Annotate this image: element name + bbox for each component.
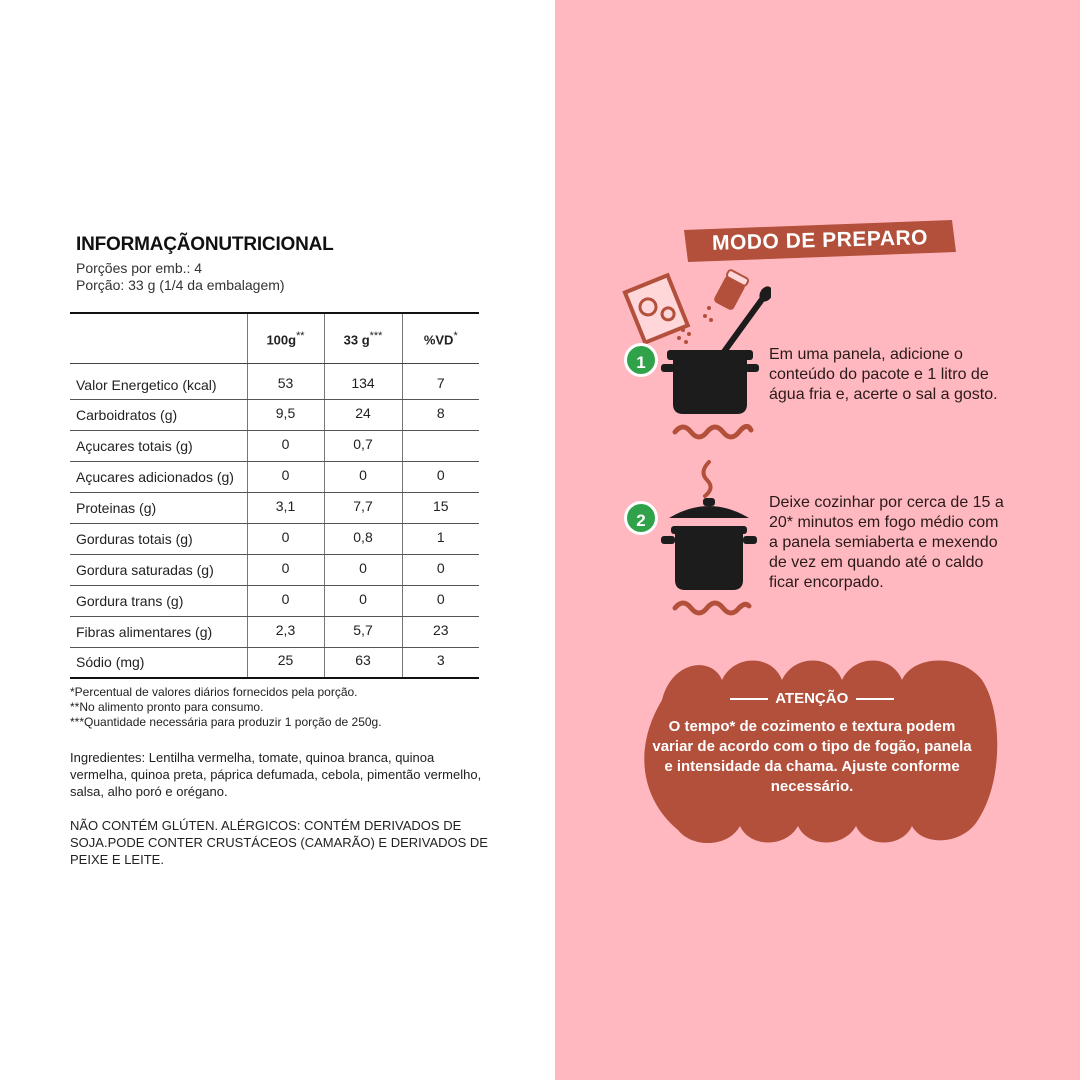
nutrient-label: Valor Energetico (kcal) [70, 363, 247, 399]
nutrient-label: Fibras alimentares (g) [70, 616, 247, 647]
header-100g: 100g** [247, 313, 324, 363]
preparation-panel [555, 0, 1080, 1080]
value-33g: 5,7 [324, 616, 402, 647]
value-33g: 7,7 [324, 492, 402, 523]
attention-title: ATENÇÃO [622, 690, 1002, 707]
nutrient-label: Açucares totais (g) [70, 430, 247, 461]
header-label-cell [70, 313, 247, 363]
value-100g: 2,3 [247, 616, 324, 647]
nutrient-label: Carboidratos (g) [70, 399, 247, 430]
value-33g: 0 [324, 461, 402, 492]
nutrition-table [70, 312, 479, 679]
covered-pot-icon [655, 456, 765, 616]
value-100g: 9,5 [247, 399, 324, 430]
footnote-quantity: ***Quantidade necessária para produzir 1 porção de 250g. [70, 715, 382, 729]
value-33g: 0 [324, 585, 402, 616]
table-row [70, 523, 479, 554]
table-row [70, 585, 479, 616]
allergens-text: NÃO CONTÉM GLÚTEN. ALÉRGICOS: CONTÉM DERIVADOS DE SOJA.PODE CONTER CRUSTÁCEOS (CAMARÃO) E DERIVADOS DE PEIXE E LEITE. [70, 818, 488, 867]
servings-per-pack: Porções por emb.: 4 [76, 260, 203, 276]
footnote-vd: *Percentual de valores diários fornecidos pela porção. [70, 685, 358, 699]
header-vd: %VD* [402, 313, 479, 363]
value-vd: 1 [402, 523, 479, 554]
value-vd: 7 [402, 363, 479, 399]
nutrient-label: Gordura saturadas (g) [70, 554, 247, 585]
attention-line-right [856, 698, 894, 700]
value-vd: 0 [402, 585, 479, 616]
value-vd [402, 430, 479, 461]
attention-text: O tempo* de cozimento e textura podem variar de acordo com o tipo de fogão, panela e intensidade da chama. Ajuste conforme necessário. [652, 718, 972, 795]
step-2-badge: 2 [624, 501, 658, 535]
table-row [70, 430, 479, 461]
value-33g: 63 [324, 647, 402, 678]
serving-size: Porção: 33 g (1/4 da embalagem) [76, 277, 285, 293]
nutrition-title: INFORMAÇÃONUTRICIONAL [76, 234, 334, 255]
table-row [70, 492, 479, 523]
value-33g: 134 [324, 363, 402, 399]
value-vd: 23 [402, 616, 479, 647]
value-100g: 3,1 [247, 492, 324, 523]
table-row [70, 554, 479, 585]
value-vd: 3 [402, 647, 479, 678]
nutrient-label: Gordura trans (g) [70, 585, 247, 616]
value-100g: 0 [247, 554, 324, 585]
preparation-title-banner [680, 218, 960, 264]
step-1-text: Em uma panela, adicione o conteúdo do pacote e 1 litro de água fria e, acerte o sal a gosto. [769, 346, 998, 403]
value-33g: 24 [324, 399, 402, 430]
value-100g: 0 [247, 523, 324, 554]
value-33g: 0,8 [324, 523, 402, 554]
value-vd: 0 [402, 461, 479, 492]
step-2-text: Deixe cozinhar por cerca de 15 a 20* minutos em fogo médio com a panela semiaberta e mexendo de vez em quando até o caldo ficar encorpado. [769, 494, 1004, 591]
footnote-ready: **No alimento pronto para consumo. [70, 700, 264, 714]
attention-line-left [730, 698, 768, 700]
table-row [70, 616, 479, 647]
table-row [70, 363, 479, 399]
nutrient-label: Proteinas (g) [70, 492, 247, 523]
value-vd: 0 [402, 554, 479, 585]
value-100g: 0 [247, 585, 324, 616]
attention-box [622, 650, 1002, 850]
value-vd: 15 [402, 492, 479, 523]
table-row [70, 461, 479, 492]
header-33g: 33 g*** [324, 313, 402, 363]
preparation-title: MODO DE PREPARO [711, 226, 929, 255]
value-100g: 0 [247, 430, 324, 461]
nutrient-label: Sódio (mg) [70, 647, 247, 678]
value-vd: 8 [402, 399, 479, 430]
value-100g: 0 [247, 461, 324, 492]
value-33g: 0 [324, 554, 402, 585]
value-33g: 0,7 [324, 430, 402, 461]
nutrient-label: Açucares adicionados (g) [70, 461, 247, 492]
value-100g: 25 [247, 647, 324, 678]
step-1-badge: 1 [624, 343, 658, 377]
ingredients-text: Ingredientes: Lentilha vermelha, tomate, quinoa branca, quinoa vermelha, quinoa preta, páprica defumada, cebola, pimentão vermelho, salsa, alho poró e orégano. [70, 750, 482, 799]
value-100g: 53 [247, 363, 324, 399]
table-row [70, 399, 479, 430]
table-row [70, 647, 479, 678]
table-header-row [70, 313, 479, 363]
nutrient-label: Gorduras totais (g) [70, 523, 247, 554]
